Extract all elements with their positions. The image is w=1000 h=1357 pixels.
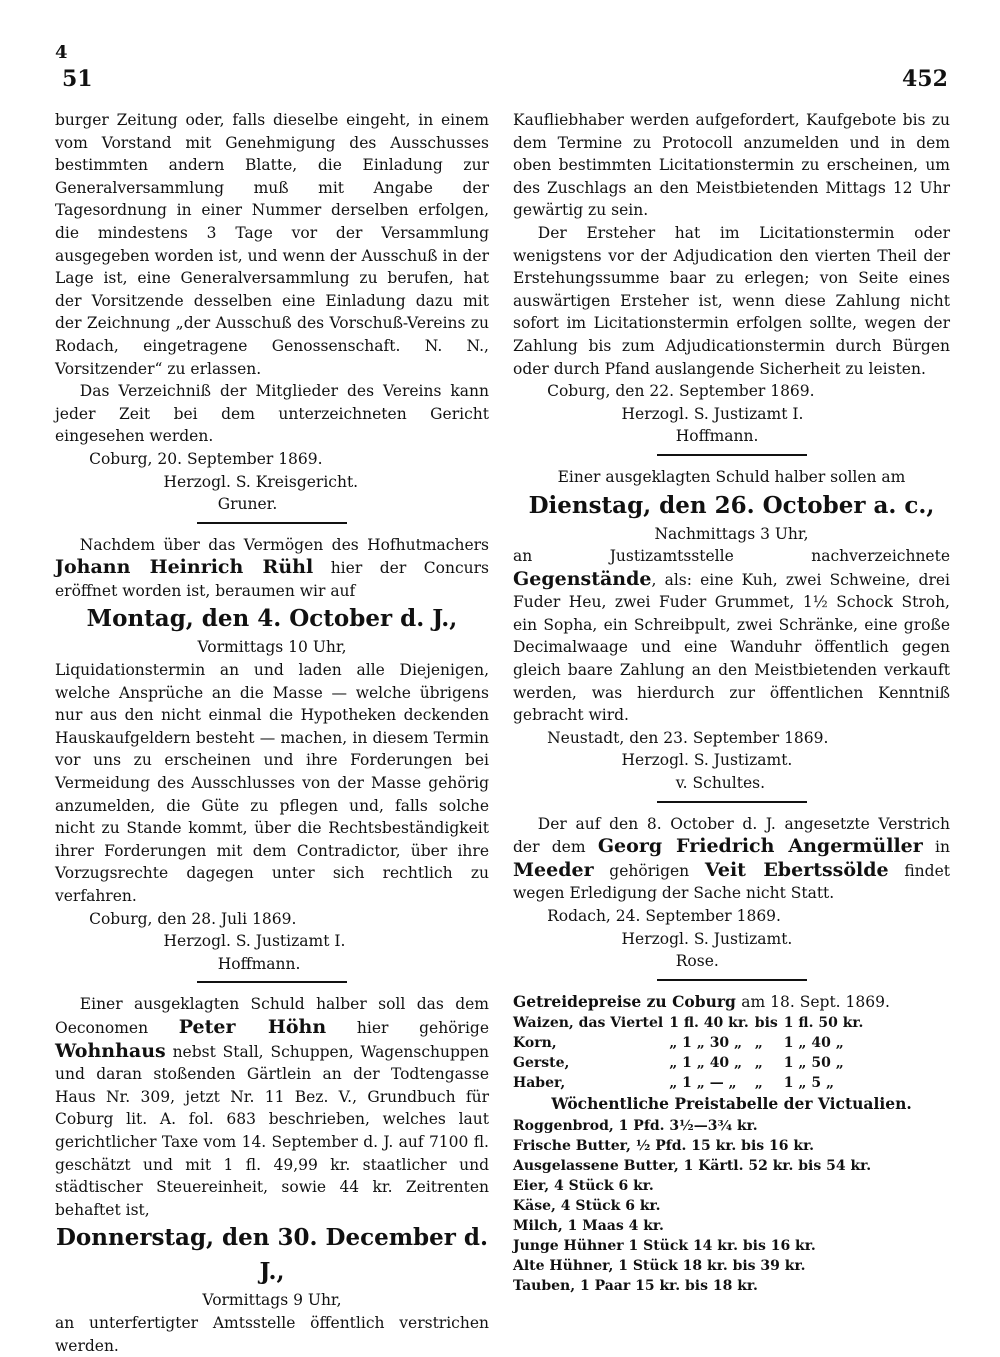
paragraph [513, 545, 950, 727]
text: findet wegen Erledigung der Sache nicht Statt. [513, 861, 950, 903]
paragraph [55, 993, 489, 1221]
notice-intro: Einer ausgeklagten Schuld halber sollen am [557, 467, 906, 486]
notice-place-date: Coburg, 20. September 1869. [89, 449, 323, 468]
table-row [513, 1013, 869, 1033]
notice-place-date: Coburg, den 28. Juli 1869. [89, 909, 297, 928]
victuals-list [513, 1116, 950, 1296]
text: Getreidepreise zu Coburg [513, 991, 736, 1011]
notice-place-date: Rodach, 24. September 1869. [547, 907, 781, 925]
divider [657, 979, 807, 981]
list-item: Alte Hühner, 1 Stück 18 kr. bis 39 kr. [513, 1257, 806, 1274]
notice-court: Herzogl. S. Justizamt. [621, 751, 793, 770]
list-item: Frische Butter, ½ Pfd. 15 kr. bis 16 kr. [513, 1137, 815, 1154]
notice-time: Vormittags 10 Uhr, [197, 638, 347, 657]
page-number-left: 51 [62, 66, 93, 92]
notice-date: Donnerstag, den 30. December d. J., [55, 1224, 488, 1286]
table-cell: „ 1 „ 40 „ [669, 1055, 743, 1072]
right-column [513, 109, 950, 1296]
paragraph: Das Verzeichniß der Mitglieder des Vereins kann jeder Zeit bei dem unterzeichneten Gericht eingesehen werden. [55, 382, 489, 446]
list-item: Junge Hühner 1 Stück 14 kr. bis 16 kr. [513, 1237, 816, 1254]
text: Nachdem über das Vermögen des Hofhutmachers [79, 535, 489, 554]
list-item: Milch, 1 Maas 4 kr. [513, 1217, 664, 1234]
list-item: Eier, 4 Stück 6 kr. [513, 1177, 654, 1194]
text: gehörigen [609, 861, 690, 880]
list-item: Roggenbrod, 1 Pfd. 3½—3¾ kr. [513, 1117, 758, 1134]
text: Der auf den 8. October d. J. angesetzte Verstrich der dem [513, 814, 950, 857]
table-cell: „ [754, 1075, 763, 1092]
table-row [513, 1053, 869, 1073]
person-name: Johann Heinrich Rühl [55, 556, 314, 579]
object-name: Veit Ebertssölde [704, 858, 889, 881]
notice-place-date: Neustadt, den 23. September 1869. [547, 728, 829, 747]
paragraph: Der Ersteher hat im Licitationstermin oder wenigstens vor der Adjudication den vierten Theil der Erstehungssumme baar zu erlegen; von Seite eines auswärtigen Ersteher ist, wenn diese Zahlung nicht sofort im Licitationstermin erfolgen sollte, wegen der Zahlung bis zum Adjudicationstermin durch Bürgen oder durch Pfand auslangende Sicherheit zu leisten. [513, 223, 950, 378]
notice-time: Nachmittags 3 Uhr, [654, 524, 809, 543]
notice-date: Montag, den 4. October d. J., [86, 605, 458, 633]
object-name: Wohnhaus [55, 1039, 166, 1062]
divider [197, 522, 347, 524]
notice-court: Herzogl. S. Kreisgericht. [163, 472, 359, 491]
prices-date: am 18. Sept. 1869. [741, 992, 890, 1011]
place-name: Meeder [513, 858, 594, 881]
table-cell: 1 „ 50 „ [783, 1055, 844, 1072]
list-item: Ausgelassene Butter, 1 Kärtl. 52 kr. bis 54 kr. [513, 1157, 872, 1174]
notice-signature: Hoffmann. [217, 954, 301, 973]
notice-place-date: Coburg, den 22. September 1869. [547, 382, 815, 401]
table-cell: 1 fl. 40 kr. [669, 1015, 749, 1032]
list-item: Käse, 4 Stück 6 kr. [513, 1197, 661, 1214]
text: hier gehörige [356, 1018, 489, 1037]
text: , als: eine Kuh, zwei Schweine, drei Fuder Heu, zwei Fuder Grummet, 1½ Schock Stroh, ein Sopha, ein Schreibpult, zwei Schränke, eine große Decimalwaage und eine Wanduhr öffentlich gegen gleich baare Zahlung an den Meistbietenden verkauft werden, was hierdurch zur öffentlichen Kenntniß gebracht wird. [513, 570, 950, 725]
table-cell: Waizen, das Viertel [513, 1015, 664, 1032]
divider [657, 801, 807, 803]
notice-signature: Rose. [675, 952, 719, 971]
table-cell: „ [754, 1035, 763, 1052]
left-column [55, 109, 489, 1357]
notice-court: Herzogl. S. Justizamt I. [621, 404, 804, 423]
page-mark: 4 [55, 42, 68, 63]
table-cell: Gerste, [513, 1055, 570, 1072]
notice-signature: v. Schultes. [675, 774, 766, 793]
paragraph: an unterfertigter Amtsstelle öffentlich verstrichen werden. [55, 1313, 489, 1355]
table-cell: Haber, [513, 1075, 566, 1092]
page-number-right: 452 [902, 66, 948, 92]
paragraph: burger Zeitung oder, falls dieselbe eingeht, in einem vom Vorstand mit Genehmigung des Ausschusses bestimmten andern Blatte, die Einladung zur Generalversammlung muß mit Angabe der Tagesordnung in einer Nummer derselben erfolgen, die mindestens 3 Tage vor der Versammlung ausgegeben worden ist, und wenn der Ausschuß in der Lage ist, eine Generalversammlung zu berufen, hat der Vorsitzende desselben eine Einladung dazu mit der Zeichnung „der Ausschuß des Vorschuß-Vereins zu Rodach, eingetragene Genossenschaft. N. N., Vorsitzender“ zu erlassen. [55, 111, 489, 378]
table-cell: „ 1 „ 30 „ [669, 1035, 743, 1052]
table-row [513, 1033, 869, 1053]
paragraph: Liquidationstermin an und laden alle Diejenigen, welche Ansprüche an die Masse — welche übrigens nur aus den nicht einmal die Hypotheken deckenden Hauskaufgeldern besteht — machen, in diesem Termin vor uns zu erscheinen und ihre Forderungen bei Vermeidung des Ausschlusses von der Masse gehörig anzumelden, die Güte zu pflegen und, falls solche nicht zu Stande kommt, über die Rechtsbeständigkeit ihrer Forderungen mit dem Contradictor, über ihre Vorzugsrechte dagegen unter sich rechtlich zu verfahren. [55, 661, 489, 905]
table-cell: bis [754, 1015, 778, 1032]
text: hier der Concurs eröffnet worden ist, beraumen wir auf [55, 559, 489, 600]
text: nebst Stall, Schuppen, Wagenschuppen und daran stoßenden Gärtlein an der Todtengasse Haus Nr. 309, jetzt Nr. 11 Bez. V., Grundbuch für Coburg lit. A. fol. 683 beschrieben, welches laut gerichtlicher Taxe vom 14. September d. J. auf 7100 fl. geschätzt und mit 1 fl. 49,99 kr. staatlicher und städtischer Steuereinheit, sowie 44 kr. Zeitrenten behaftet ist, [55, 1042, 489, 1219]
text: an Justizamtsstelle nachverzeichnete [513, 547, 950, 566]
person-name: Peter Höhn [178, 1015, 327, 1038]
person-name: Georg Friedrich Angermüller [597, 835, 923, 858]
notice-signature: Hoffmann. [675, 427, 759, 446]
text: Einer ausgeklagten Schuld halber soll das dem Oeconomen [55, 995, 489, 1037]
paragraph: Kaufliebhaber werden aufgefordert, Kaufgebote bis zu dem Termine zu Protocoll anzumelden und in dem oben bestimmten Licitationstermin zu erscheinen, um des Zuschlags an den Meistbietenden Mittags 12 Uhr gewärtig zu sein. [513, 111, 950, 220]
victuals-title: Wöchentliche Preistabelle der Victualien. [551, 1094, 912, 1114]
grain-prices-title [513, 991, 950, 1014]
notice-time: Vormittags 9 Uhr, [202, 1291, 342, 1310]
notice-signature: Gruner. [217, 495, 278, 514]
table-cell: 1 „ 40 „ [783, 1035, 844, 1052]
table-cell: Korn, [513, 1035, 557, 1052]
table-cell: „ 1 „ — „ [669, 1075, 737, 1092]
grain-price-table [513, 1013, 869, 1093]
paragraph [55, 534, 489, 603]
table-cell: 1 „ 5 „ [783, 1075, 835, 1092]
table-cell: 1 fl. 50 kr. [783, 1015, 864, 1032]
notice-date: Dienstag, den 26. October a. c., [528, 491, 935, 519]
divider [657, 454, 807, 456]
divider [197, 981, 347, 983]
table-cell: „ [754, 1055, 763, 1072]
paragraph [513, 813, 950, 905]
text: in [935, 838, 950, 857]
notice-court: Herzogl. S. Justizamt I. [163, 932, 346, 951]
object-name: Gegenstände [513, 567, 652, 590]
table-row [513, 1073, 869, 1093]
notice-court: Herzogl. S. Justizamt. [621, 929, 793, 948]
list-item: Tauben, 1 Paar 15 kr. bis 18 kr. [513, 1277, 758, 1294]
